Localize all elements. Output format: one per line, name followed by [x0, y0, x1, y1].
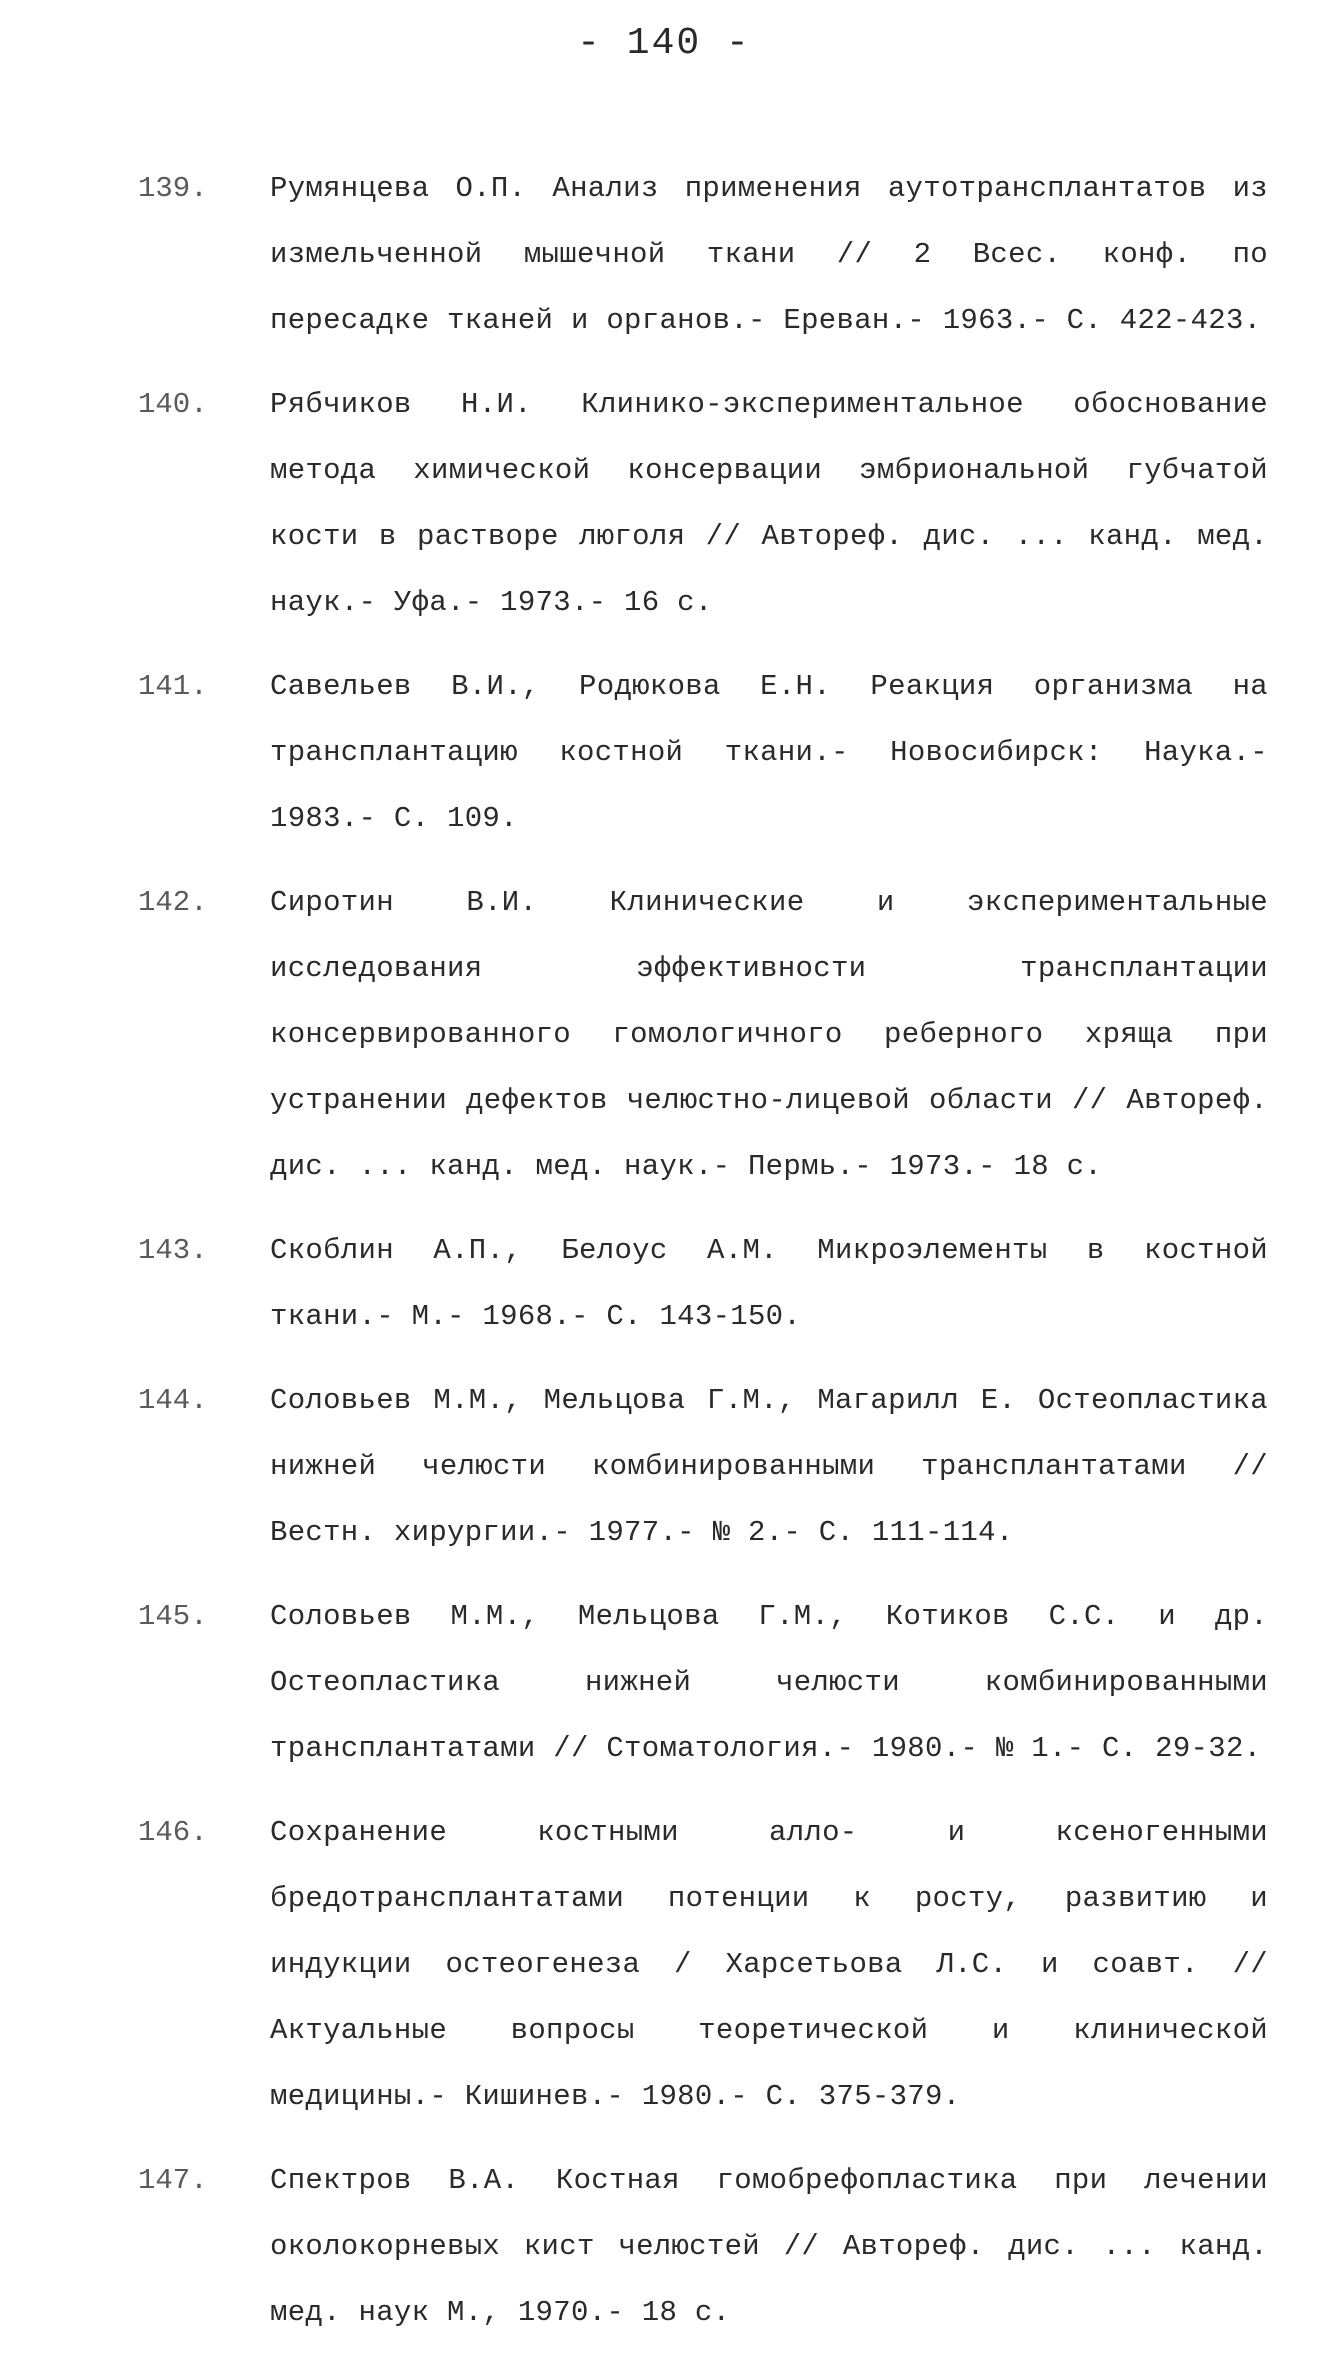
reference-text: Румянцева О.П. Анализ применения аутотрансплантатов из измельченной мышечной ткани // 2 Всес. конф. по пересадке тканей и органов.- Ереван.- 1963.- С. 422-423. — [270, 172, 1268, 337]
reference-number: 141. — [138, 670, 208, 703]
reference-text: Соловьев М.М., Мельцова Г.М., Магарилл Е. Остеопластика нижней челюсти комбинированными трансплантатами // Вестн. хирургии.- 1977.- № 2.- С. 111-114. — [270, 1384, 1268, 1549]
reference-text: Скоблин А.П., Белоус А.М. Микроэлементы в костной ткани.- М.- 1968.- С. 143-150. — [270, 1234, 1268, 1333]
reference-text: Сохранение костными алло- и ксеногенными бредотрансплантатами потенции к росту, развитию и индукции остеогенеза / Харсетьова Л.С. и соавт. // Актуальные вопросы теоретической и клинической медицины.- Кишинев.- 1980.- С. 375-379. — [270, 1816, 1268, 2113]
reference-item — [138, 372, 1268, 636]
reference-number: 146. — [138, 1816, 208, 1849]
reference-item — [138, 1368, 1268, 1566]
reference-item — [138, 2148, 1268, 2346]
reference-item — [138, 1584, 1268, 1782]
reference-number: 142. — [138, 886, 208, 919]
reference-item — [138, 870, 1268, 1200]
reference-text: Савельев В.И., Родюкова Е.Н. Реакция организма на трансплантацию костной ткани.- Новосибирск: Наука.- 1983.- С. 109. — [270, 670, 1268, 835]
reference-number: 144. — [138, 1384, 208, 1417]
reference-item — [138, 1218, 1268, 1350]
reference-item — [138, 654, 1268, 852]
reference-number: 140. — [138, 388, 208, 421]
reference-number: 143. — [138, 1234, 208, 1267]
reference-number: 139. — [138, 172, 208, 205]
reference-text: Соловьев М.М., Мельцова Г.М., Котиков С.С. и др. Остеопластика нижней челюсти комбинированными трансплантатами // Стоматология.- 1980.- № 1.- С. 29-32. — [270, 1600, 1268, 1765]
reference-text: Спектров В.А. Костная гомобрефопластика при лечении околокорневых кист челюстей // Автореф. дис. ... канд. мед. наук М., 1970.- 18 с. — [270, 2164, 1268, 2329]
page-number: - 140 - — [577, 22, 751, 65]
reference-number: 147. — [138, 2164, 208, 2197]
reference-item — [138, 1800, 1268, 2130]
reference-item — [138, 156, 1268, 354]
reference-text: Сиротин В.И. Клинические и экспериментальные исследования эффективности трансплантации консервированного гомологичного реберного хряща при устранении дефектов челюстно-лицевой области // Автореф. дис. ... канд. мед. наук.- Пермь.- 1973.- 18 с. — [270, 886, 1268, 1183]
reference-list — [138, 156, 1268, 2364]
reference-number: 145. — [138, 1600, 208, 1633]
reference-text: Рябчиков Н.И. Клинико-экспериментальное обоснование метода химической консервации эмбриональной губчатой кости в растворе люголя // Автореф. дис. ... канд. мед. наук.- Уфа.- 1973.- 16 с. — [270, 388, 1268, 619]
